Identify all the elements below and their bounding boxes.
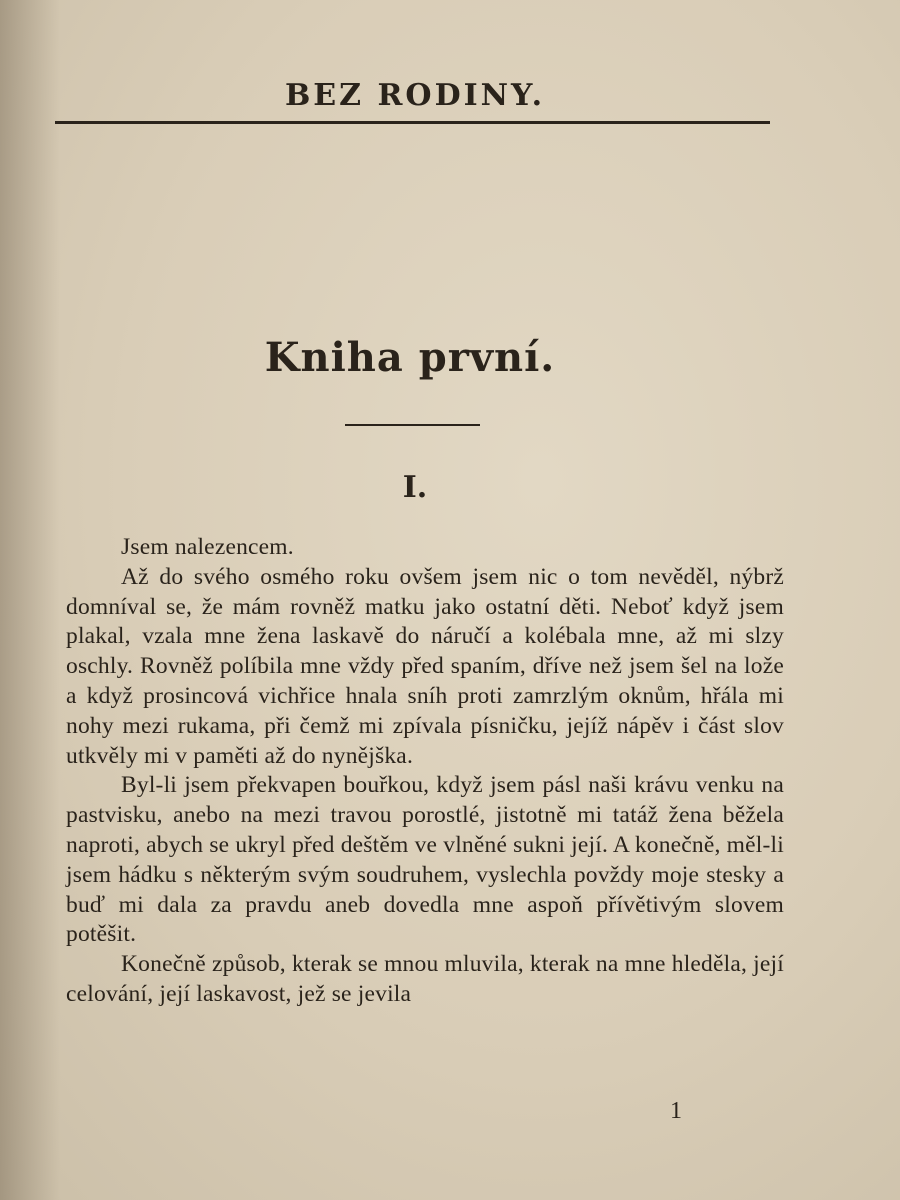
paragraph-3: Byl-li jsem překvapen bouřkou, když jsem pásl naši krávu venku na pastvisku, anebo na mezi travou porostlé, jistotně mi tatáž žena běžela naproti, abych se ukryl před deštěm ve vlněné sukni její. A konečně, měl-li jsem hádku s některým svým soudruhem, vyslechla povždy moje stesky a buď mi dala za pravdu aneb dovedla mne aspoň přívětivým slovem potěšit. [66,772,784,948]
book-title: Kniha první. [264,334,556,381]
paragraph-4: Konečně způsob, kterak se mnou mluvila, kterak na mne hleděla, její celování, její laskavost, jež se jevila [66,951,784,1007]
page-gutter-shadow [0,0,60,1200]
title-rule [345,424,480,426]
paragraph-2: Až do svého osmého roku ovšem jsem nic o tom nevěděl, nýbrž domníval se, že mám rovněž matku jako ostatní děti. Neboť když jsem plakal, vzala mne žena laskavě do náručí a kolébala mne, až mi slzy oschly. Rovněž políbila mne vždy před spaním, dříve než jsem šel na lože a když prosincová vichřice hnala sníh proti zamrzlým oknům, hřála mi nohy mezi rukama, při čemž mi zpívala písničku, jejíž nápěv i část slov utkvěly mi v paměti až do nynějška. [66,563,784,769]
chapter-number: I. [402,470,428,505]
header-rule [55,121,770,124]
running-head: BEZ RODINY. [284,78,546,113]
body-text [66,533,784,1010]
paragraph-1: Jsem nalezencem. [121,534,294,560]
page-number: 1 [670,1098,682,1124]
